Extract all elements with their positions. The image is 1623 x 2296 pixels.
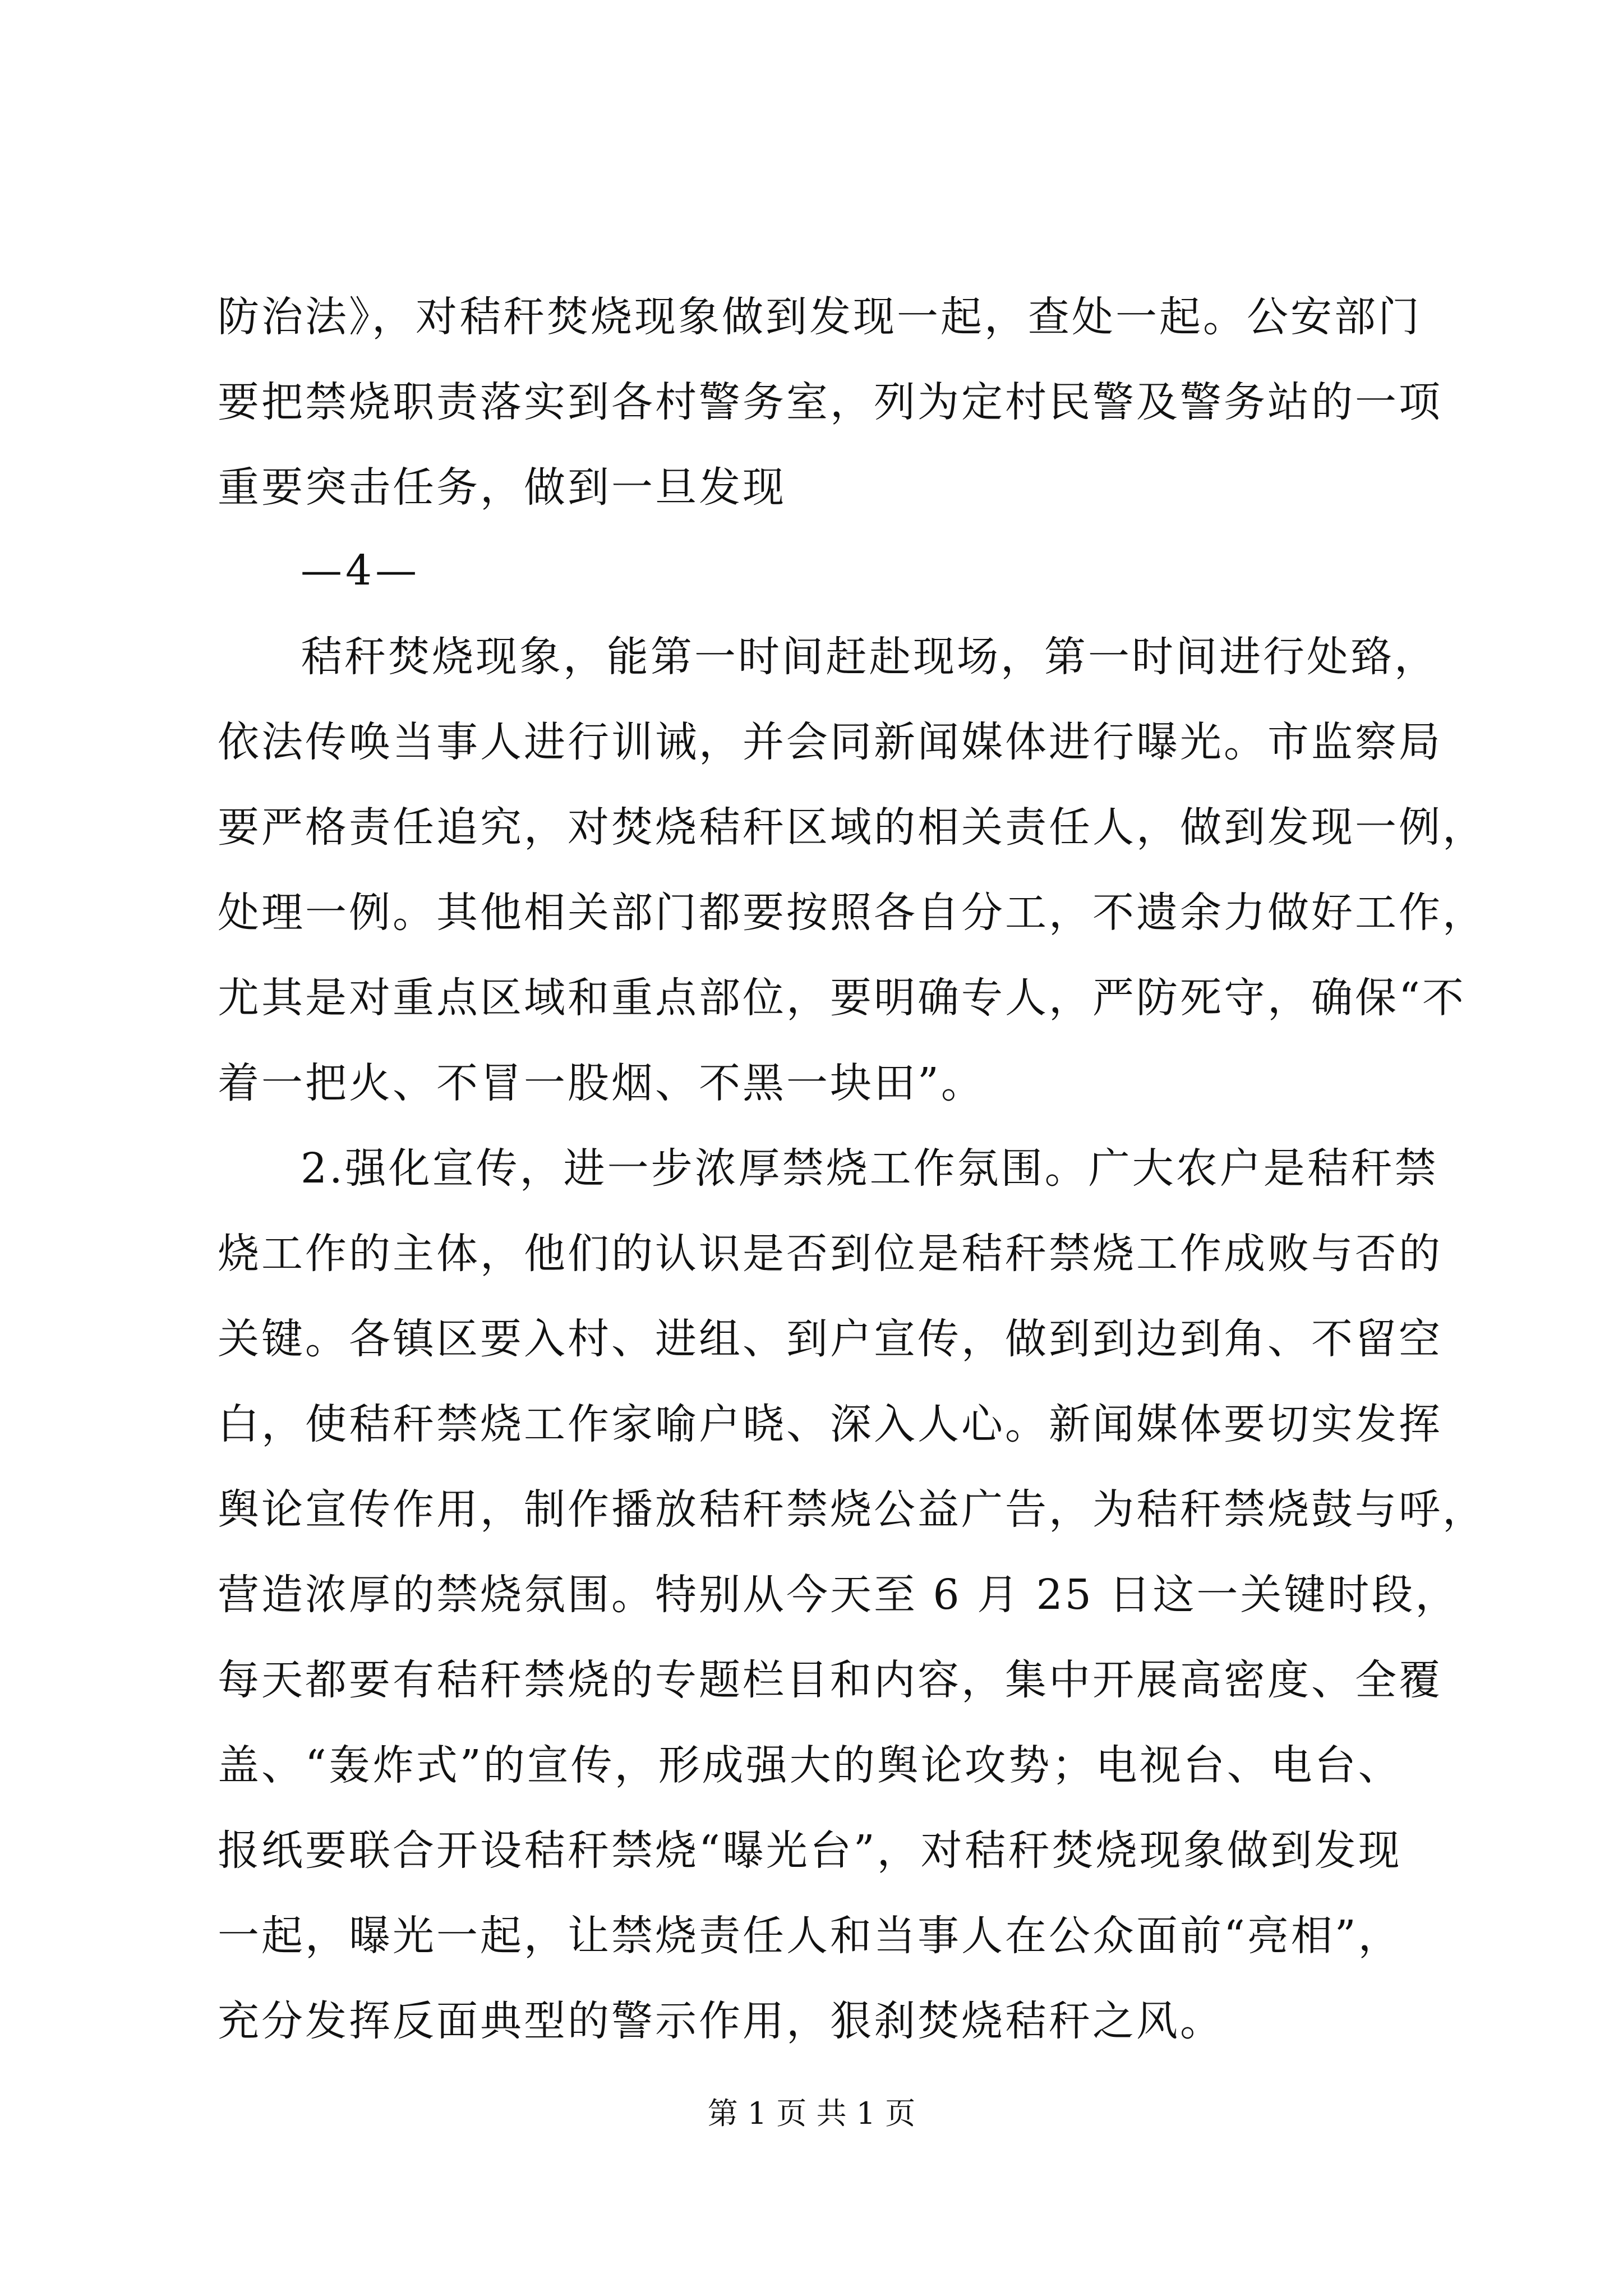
text-line: 重要突击任务，做到一旦发现: [218, 463, 786, 512]
text-line: 关键。各镇区要入村、进组、到户宣传，做到到边到角、不留空: [218, 1315, 1442, 1363]
text-line: 一起，曝光一起，让禁烧责任人和当事人在公众面前“亮相”，: [218, 1912, 1402, 1960]
text-line: 白，使秸秆禁烧工作家喻户晓、深入人心。新闻媒体要切实发挥: [218, 1400, 1442, 1448]
page-footer: 第 1 页 共 1 页: [707, 2096, 916, 2131]
text-line: 秸秆焚烧现象，能第一时间赶赴现场，第一时间进行处臵，: [301, 633, 1438, 681]
text-line: 尤其是对重点区域和重点部位，要明确专人，严防死守，确保“不: [218, 974, 1466, 1022]
text-line: 报纸要联合开设秸秆禁烧“曝光台”，对秸秆焚烧现象做到发现: [218, 1826, 1402, 1875]
text-line: 充分发挥反面典型的警示作用，狠刹焚烧秸秆之风。: [218, 1997, 1224, 2045]
text-line: 着一把火、不冒一股烟、不黑一块田”。: [218, 1059, 985, 1107]
text-line: 烧工作的主体，他们的认识是否到位是秸秆禁烧工作成败与否的: [218, 1230, 1442, 1278]
text-line: 每天都要有秸秆禁烧的专题栏目和内容，集中开展高密度、全覆: [218, 1656, 1442, 1704]
text-line: 2.强化宣传，进一步浓厚禁烧工作氛围。广大农户是秸秆禁: [301, 1144, 1438, 1193]
text-line: 防治法》，对秸秆焚烧现象做到发现一起，查处一起。公安部门: [218, 293, 1422, 341]
text-line: 要严格责任追究，对焚烧秸秆区域的相关责任人，做到发现一例，: [218, 803, 1486, 852]
text-line: 处理一例。其他相关部门都要按照各自分工，不遗余力做好工作，: [218, 889, 1486, 937]
text-line: 盖、“轰炸式”的宣传，形成强大的舆论攻势；电视台、电台、: [218, 1741, 1402, 1789]
page-marker: —4—: [301, 546, 421, 595]
text-line: 依法传唤当事人进行训诫，并会同新闻媒体进行曝光。市监察局: [218, 718, 1442, 766]
text-line: 要把禁烧职责落实到各村警务室，列为定村民警及警务站的一项: [218, 378, 1442, 426]
text-line: 营造浓厚的禁烧氛围。特别从今天至 6 月 25 日这一关键时段，: [218, 1571, 1459, 1619]
text-line: 舆论宣传作用，制作播放秸秆禁烧公益广告，为秸秆禁烧鼓与呼，: [218, 1485, 1486, 1534]
